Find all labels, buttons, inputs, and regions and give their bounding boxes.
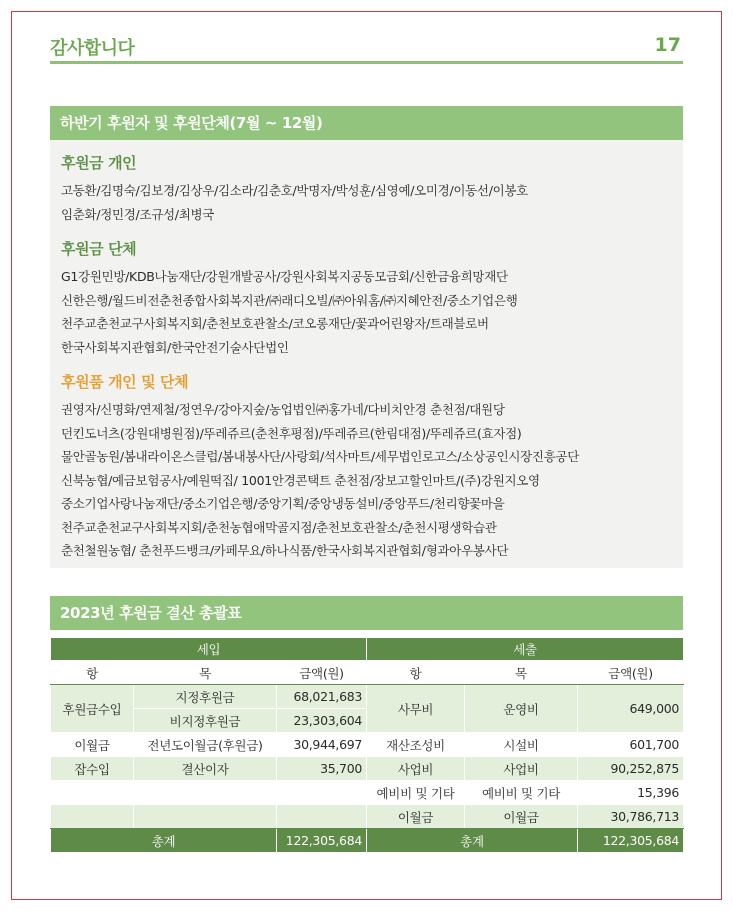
page-number: 17 <box>654 34 681 56</box>
cell-hang: 재산조성비 <box>367 733 465 757</box>
organization-donors-list <box>61 265 671 359</box>
cell-mok: 전년도이월금(후원금) <box>134 733 277 757</box>
income-header: 세입 <box>51 638 367 661</box>
cell-amount: 23,303,604 <box>277 709 367 733</box>
col-hang: 항 <box>51 661 134 685</box>
organization-donors-title: 후원금 단체 <box>61 240 137 258</box>
cell-mok: 이월금 <box>465 805 578 829</box>
cell-hang: 잡수입 <box>51 757 134 781</box>
cell-amount: 30,786,713 <box>578 805 684 829</box>
col-mok: 목 <box>465 661 578 685</box>
total-row <box>51 829 684 853</box>
donor-line: 천주교춘천교구사회복지회/춘천보호관찰소/코오롱재단/꽃과어린왕자/트래블로버 <box>61 316 489 331</box>
income-total-amount: 122,305,684 <box>277 829 367 853</box>
cell-mok: 예비비 및 기타 <box>465 781 578 805</box>
donor-line: 춘천철원농협/ 춘천푸드뱅크/카페무요/하나식품/한국사회복지관협회/형과아우봉사단 <box>61 543 509 558</box>
donor-line: 중소기업사랑나눔재단/중소기업은행/중앙기획/중앙냉동설비/중앙푸드/천리향꽃마을 <box>61 496 505 511</box>
donor-line: 던킨도너츠(강원대병원점)/뚜레쥬르(춘천후평점)/뚜레쥬르(한림대점)/뚜레쥬르(효자점) <box>61 425 522 441</box>
cell-empty <box>51 805 134 829</box>
cell-hang: 이월금 <box>367 805 465 829</box>
table-column-header <box>51 661 684 685</box>
cell-empty <box>277 781 367 805</box>
expense-total-amount: 122,305,684 <box>578 829 684 853</box>
table-row <box>51 805 684 829</box>
donor-line: 고동환/김명숙/김보경/김상우/김소라/김춘호/박명자/박성훈/심영예/오미경/이동선/이봉호 <box>61 183 528 198</box>
cell-mok: 결산이자 <box>134 757 277 781</box>
page-header <box>50 30 683 64</box>
settlement-table <box>50 637 684 853</box>
cell-mok: 지정후원금 <box>134 685 277 709</box>
header-title: 감사합니다 <box>50 38 135 59</box>
cell-amount: 649,000 <box>578 685 684 733</box>
cell-hang: 후원금수입 <box>51 685 134 733</box>
individual-donors-list <box>61 179 671 226</box>
income-total-label: 총계 <box>51 829 277 853</box>
donor-line: 한국사회복지관협회/한국안전기술사단법인 <box>61 339 289 355</box>
cell-mok: 시설비 <box>465 733 578 757</box>
goods-donors-title: 후원품 개인 및 단체 <box>61 373 189 391</box>
table-row <box>51 733 684 757</box>
expense-total-label: 총계 <box>367 829 578 853</box>
donor-line: 신한은행/월드비전춘천종합사회복지관/㈜래디오빌/㈜아워홈/㈜지혜안전/중소기업은행 <box>61 292 518 308</box>
cell-mok: 사업비 <box>465 757 578 781</box>
cell-amount: 30,944,697 <box>277 733 367 757</box>
donor-line: 임춘화/정민경/조규성/최병국 <box>61 206 215 222</box>
goods-donors-list <box>61 398 671 563</box>
cell-hang: 사업비 <box>367 757 465 781</box>
col-hang: 항 <box>367 661 465 685</box>
cell-empty <box>134 781 277 805</box>
individual-donors-title: 후원금 개인 <box>61 154 137 172</box>
cell-empty <box>51 781 134 805</box>
donor-panel <box>50 106 683 568</box>
cell-amount: 35,700 <box>277 757 367 781</box>
col-amount: 금액(원) <box>277 661 367 685</box>
donor-line: G1강원민방/KDB나눔재단/강원개발공사/강원사회복지공동모금회/신한금융희망재단 <box>61 269 508 284</box>
cell-empty <box>277 805 367 829</box>
cell-hang: 이월금 <box>51 733 134 757</box>
table-row <box>51 685 684 709</box>
col-mok: 목 <box>134 661 277 685</box>
cell-amount: 15,396 <box>578 781 684 805</box>
cell-amount: 68,021,683 <box>277 685 367 709</box>
cell-amount: 601,700 <box>578 733 684 757</box>
cell-hang: 예비비 및 기타 <box>367 781 465 805</box>
table-row <box>51 757 684 781</box>
cell-hang: 사무비 <box>367 685 465 733</box>
donor-line: 물안골농원/봄내라이온스클럽/봄내봉사단/사랑회/석사마트/세무법인로고스/소상공인시장진흥공단 <box>61 449 580 464</box>
donor-line: 신북농협/예금보험공사/예원떡집/ 1001안경콘택트 춘천점/장보고할인마트/(주)강원지오영 <box>61 472 540 488</box>
cell-empty <box>134 805 277 829</box>
cell-amount: 90,252,875 <box>578 757 684 781</box>
table-row <box>51 781 684 805</box>
table-group-header <box>51 638 684 661</box>
cell-mok: 비지정후원금 <box>134 709 277 733</box>
settlement-section-bar: 2023년 후원금 결산 총괄표 <box>50 596 683 630</box>
donor-line: 권영자/신명화/연제철/정연우/강아지숲/농업법인㈜홍가네/다비치안경 춘천점/대원당 <box>61 402 505 417</box>
cell-mok: 운영비 <box>465 685 578 733</box>
col-amount: 금액(원) <box>578 661 684 685</box>
expense-header: 세출 <box>367 638 684 661</box>
donor-section-bar: 하반기 후원자 및 후원단체(7월 ~ 12월) <box>50 106 683 140</box>
donor-line: 천주교춘천교구사회복지회/춘천농협애막골지점/춘천보호관찰소/춘천시평생학습관 <box>61 519 497 535</box>
